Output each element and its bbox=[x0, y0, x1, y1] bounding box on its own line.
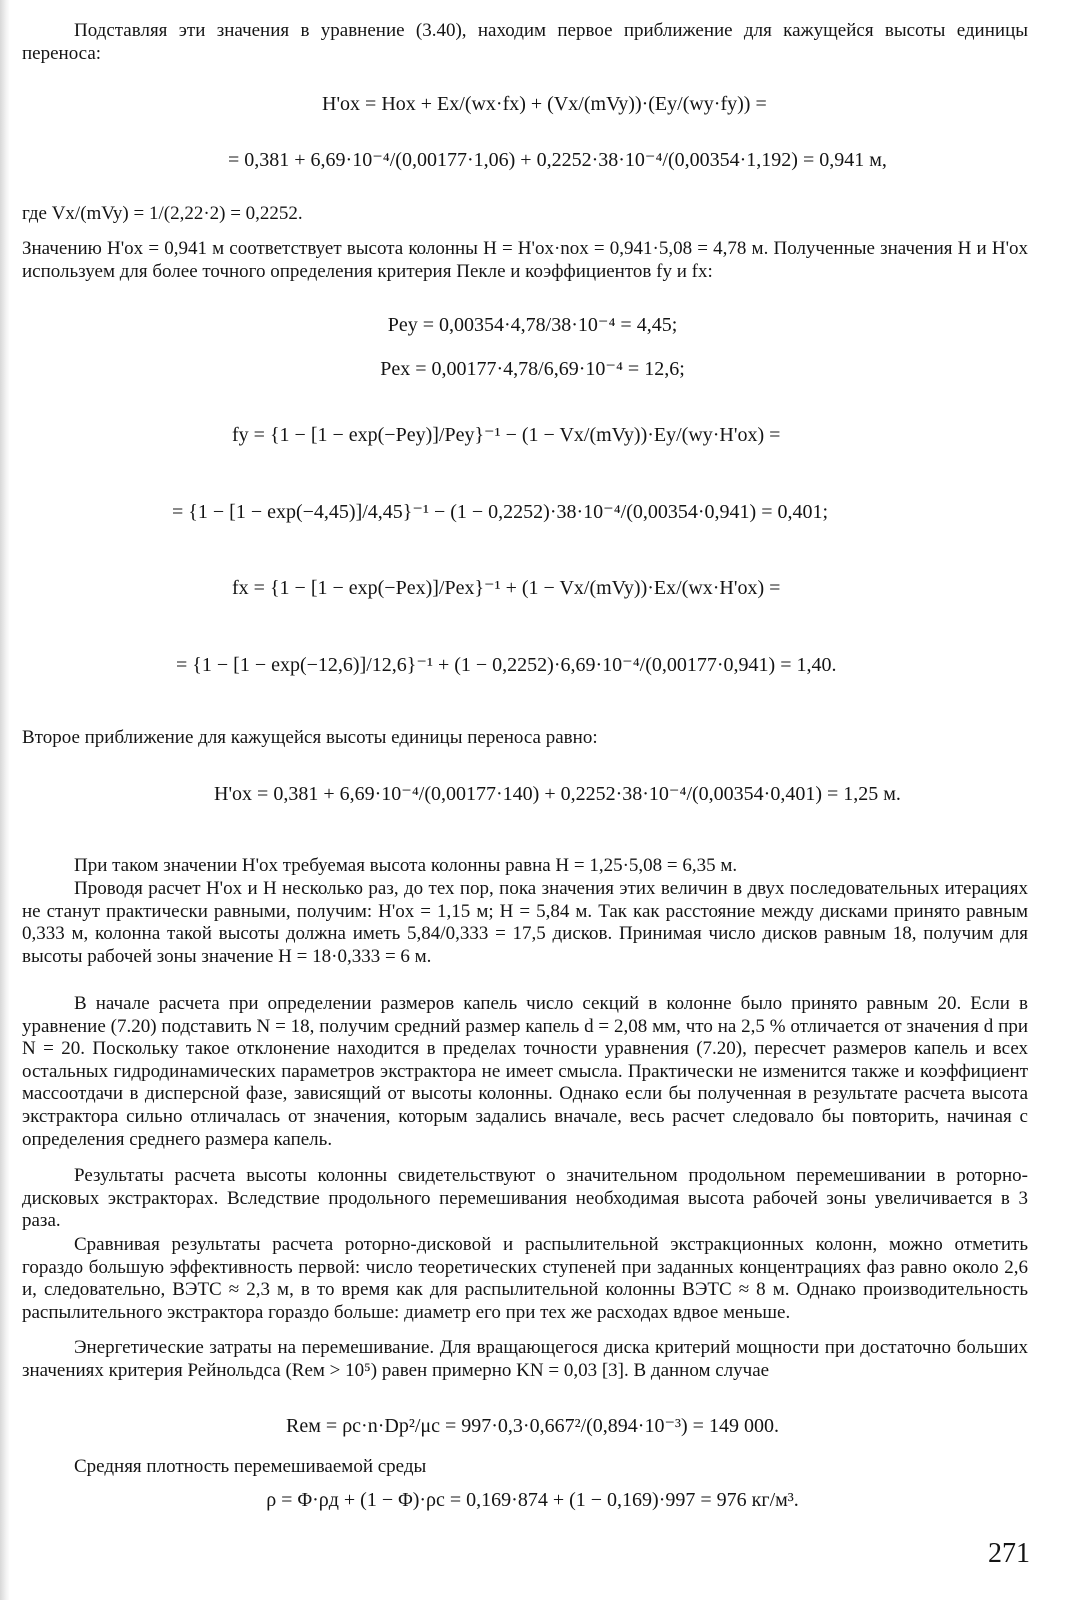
paragraph-second-approx: Второе приближение для кажущейся высоты единицы переноса равно: bbox=[22, 727, 598, 748]
paragraph-intro: Подставляя эти значения в уравнение (3.40), находим первое приближение для кажущейся высоты единицы переноса: bbox=[22, 20, 1028, 64]
paragraph-mixing: Результаты расчета высоты колонны свидетельствуют о значительном продольном перемешивании в роторно-дисковых экстракторах. Вследствие продольного перемешивания необходимая высота рабочей зоны увеличивается в 3 раза. bbox=[22, 1165, 1028, 1232]
equation-reynolds: Reм = ρc·n·Dр²/μc = 997·0,3·0,667²/(0,894·10⁻³) = 149 000. bbox=[286, 1415, 779, 1437]
paragraph-energy: Энергетические затраты на перемешивание. Для вращающегося диска критерий мощности при достаточно больших значениях критерия Рейнольдса (Reм > 10⁵) равен примерно KN = 0,03 [3]. В данном случае bbox=[22, 1337, 1028, 1381]
equation-hox-general: H'ox = Hox + Ex/(wx·fx) + (Vx/(mVy))·(Ey/(wy·fy)) = bbox=[322, 93, 767, 115]
equation-pe-y: Pey = 0,00354·4,78/38·10⁻⁴ = 4,45; bbox=[387, 314, 678, 336]
equation-density: ρ = Φ·ρд + (1 − Φ)·ρc = 0,169·874 + (1 − 0,169)·997 = 976 кг/м³. bbox=[266, 1489, 799, 1511]
page-number: 271 bbox=[988, 1538, 1030, 1569]
equation-fx-value: = {1 − [1 − exp(−12,6)]/12,6}⁻¹ + (1 − 0,2252)·6,69·10⁻⁴/(0,00177·0,941) = 1,40. bbox=[176, 654, 837, 676]
equation-pe-x: Pex = 0,00177·4,78/6,69·10⁻⁴ = 12,6; bbox=[380, 358, 685, 380]
equation-fx-general: fx = {1 − [1 − exp(−Pex)]/Pex}⁻¹ + (1 − Vx/(mVy))·Ex/(wx·H'ox) = bbox=[232, 577, 781, 599]
paragraph-drop-size: В начале расчета при определении размеров капель число секций в колонне было принято равным 20. Если в уравнение (7.20) подставить N = 18, получим средний размер капель d = 2,08 мм, что на 2,5 % отличается от значения d при N = 20. Поскольку такое отклонение находится в пределах точности уравнения (7.20), пересчет размеров капель и всех остальных гидродинамических параметров экстрактора не имеет смысла. Практически не изменится также и коэффициент массоотдачи в дисперсной фазе, зависящий от высоты колонны. Однако если бы полученная в результате расчета высота экстрактора сильно отличалась от значения, которым задались вначале, весь расчет следовало бы повторить, начиная с определения среднего размера капель. bbox=[22, 993, 1028, 1150]
paragraph-comparison: Сравнивая результаты расчета роторно-дисковой и распылительной экстракционных колонн, можно отметить гораздо большую эффективность первой: число теоретических ступеней при заданных концентрациях фаз равно около 2,6 и, следовательно, ВЭТС ≈ 2,3 м, в то время как для распылительной колонны ВЭТС ≈ 8 м. Однако производительность распылительного экстрактора гораздо больше: диаметр его при тех же расходах вдвое меньше. bbox=[22, 1234, 1028, 1323]
equation-hox-first: = 0,381 + 6,69·10⁻⁴/(0,00177·1,06) + 0,2252·38·10⁻⁴/(0,00354·1,192) = 0,941 м, bbox=[228, 149, 887, 171]
paragraph-required-height: При таком значении H'ox требуемая высота колонны равна H = 1,25·5,08 = 6,35 м. bbox=[74, 855, 738, 876]
equation-fy-general: fy = {1 − [1 − exp(−Pey)]/Pey}⁻¹ − (1 − Vx/(mVy))·Ey/(wy·H'ox) = bbox=[232, 424, 781, 446]
equation-hox-second: H'ox = 0,381 + 6,69·10⁻⁴/(0,00177·140) + 0,2252·38·10⁻⁴/(0,00354·0,401) = 1,25 м. bbox=[214, 783, 901, 805]
paragraph-height: Значению H'ox = 0,941 м соответствует высота колонны H = H'ox·nox = 0,941·5,08 = 4,78 м. Полученные значения H и H'ox используем для более точного определения критерия Пекле и коэффициентов fy и fx: bbox=[22, 238, 1028, 282]
paragraph-ratio: где Vx/(mVy) = 1/(2,22·2) = 0,2252. bbox=[22, 203, 303, 224]
paragraph-density: Средняя плотность перемешиваемой среды bbox=[74, 1456, 427, 1477]
equation-fy-value: = {1 − [1 − exp(−4,45)]/4,45}⁻¹ − (1 − 0,2252)·38·10⁻⁴/(0,00354·0,941) = 0,401; bbox=[172, 501, 829, 523]
paragraph-iterations: Проводя расчет H'ox и H несколько раз, до тех пор, пока значения этих величин в двух последовательных итерациях не станут практически равными, получим: H'ox = 1,15 м; H = 5,84 м. Так как расстояние между дисками принято равным 0,333 м, колонна такой высоты должна иметь 5,84/0,333 = 17,5 дисков. Принимая число дисков равным 18, получим для высоты рабочей зоны значение H = 18·0,333 = 6 м. bbox=[22, 878, 1028, 967]
